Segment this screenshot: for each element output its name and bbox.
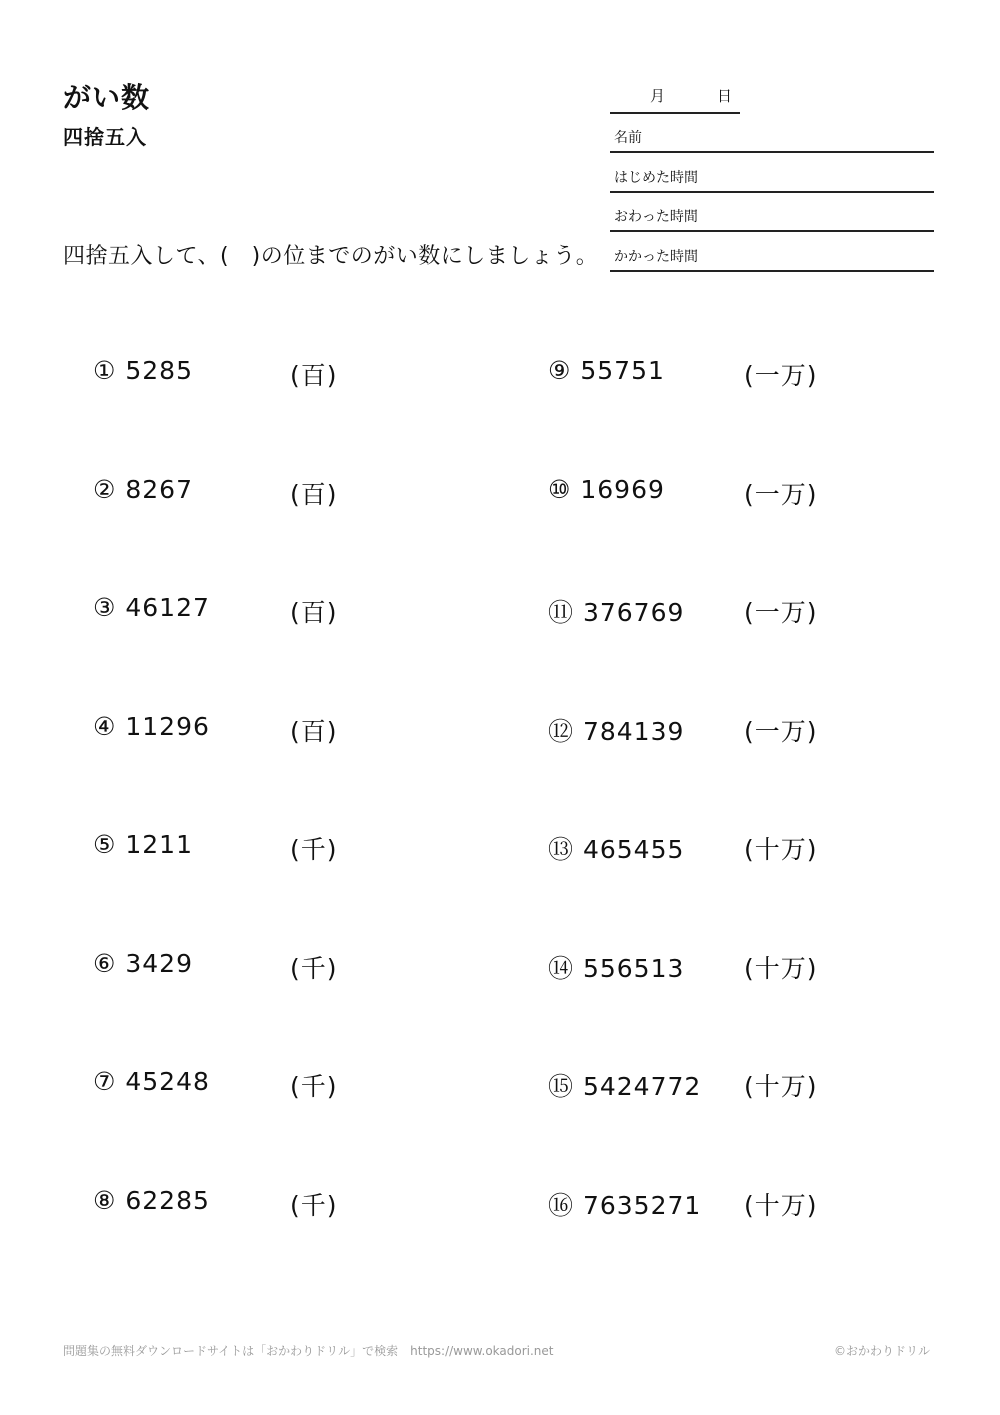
- name-label: 名前: [614, 130, 642, 146]
- problem-number: ⑬ 465455: [548, 835, 685, 864]
- problem-number: ⑭ 556513: [548, 954, 685, 983]
- problem-number: ⑩ 16969: [548, 475, 665, 504]
- worksheet-subtitle: 四捨五入: [63, 125, 147, 149]
- problem-place: (千): [290, 1072, 338, 1101]
- problem-number: ⑯ 7635271: [548, 1191, 702, 1220]
- end-time-field: [610, 194, 934, 232]
- problem-place: (百): [290, 480, 338, 509]
- problem-number: ③ 46127: [93, 593, 210, 622]
- problem-place: (百): [290, 717, 338, 746]
- problem-number: ⑨ 55751: [548, 356, 665, 385]
- problem-place: (千): [290, 1191, 338, 1220]
- elapsed-time-label: かかった時間: [614, 249, 698, 265]
- footer-site-note: 問題集の無料ダウンロードサイトは「おかわりドリル」で検索 https://www.okadori.net: [63, 1344, 554, 1358]
- problem-place: (一万): [744, 598, 818, 627]
- elapsed-time-field: [610, 234, 934, 272]
- date-field: [610, 80, 740, 114]
- problem-place: (十万): [744, 954, 818, 983]
- end-time-label: おわった時間: [614, 209, 698, 225]
- problem-place: (千): [290, 954, 338, 983]
- problem-number: ⑪ 376769: [548, 598, 685, 627]
- problem-number: ⑦ 45248: [93, 1067, 210, 1096]
- problem-number: ④ 11296: [93, 712, 210, 741]
- problem-place: (一万): [744, 717, 818, 746]
- problem-number: ⑮ 5424772: [548, 1072, 702, 1101]
- problem-place: (十万): [744, 1072, 818, 1101]
- problem-place: (十万): [744, 1191, 818, 1220]
- start-time-label: はじめた時間: [614, 170, 698, 186]
- problem-place: (十万): [744, 835, 818, 864]
- problem-number: ① 5285: [93, 356, 193, 385]
- instruction-text: 四捨五入して、( )の位までのがい数にしましょう。: [63, 244, 599, 269]
- footer-copyright: ©おかわりドリル: [833, 1344, 930, 1358]
- problem-place: (一万): [744, 361, 818, 390]
- start-time-field: [610, 155, 934, 193]
- name-field: [610, 115, 934, 153]
- worksheet-title: がい数: [63, 81, 151, 114]
- problem-place: (百): [290, 598, 338, 627]
- problem-place: (千): [290, 835, 338, 864]
- problem-number: ⑤ 1211: [93, 830, 193, 859]
- problem-place: (一万): [744, 480, 818, 509]
- problem-number: ⑫ 784139: [548, 717, 685, 746]
- day-label: 日: [717, 87, 733, 105]
- problem-number: ⑥ 3429: [93, 949, 193, 978]
- problem-place: (百): [290, 361, 338, 390]
- problem-number: ⑧ 62285: [93, 1186, 210, 1215]
- problem-number: ② 8267: [93, 475, 193, 504]
- month-label: 月: [650, 87, 666, 105]
